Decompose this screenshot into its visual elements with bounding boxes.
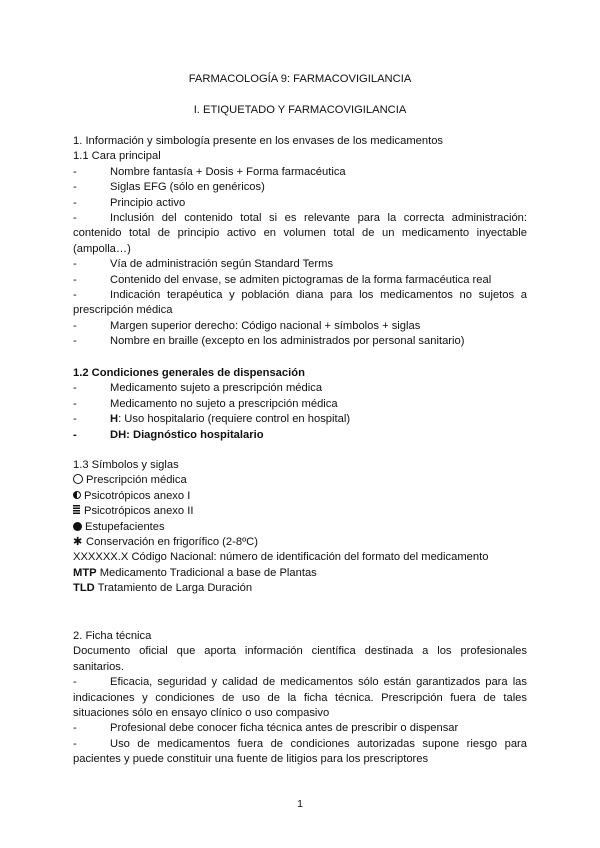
- list-item: - DH: Diagnóstico hospitalario: [73, 428, 264, 441]
- list-item: - Medicamento sujeto a prescripción médica: [73, 382, 323, 395]
- symbol-row: ✱ Conservación en frigorífico (2-8ºC): [73, 535, 527, 550]
- section-1-1-heading: 1.1 Cara principal: [73, 150, 161, 163]
- section-2-intro: Documento oficial que aporta información científica destinada a los profesionales sanitarios.: [73, 645, 527, 673]
- list-item: - Inclusión del contenido total si es relevante para la correcta administración: contenido total de principio activo en volumen total de un medicamento inyectable (ampolla…): [73, 212, 527, 255]
- list-item: - Contenido del envase, se admiten pictogramas de la forma farmacéutica real: [73, 273, 492, 286]
- code-row: XXXXXX.X Código Nacional: número de identificación del formato del medicamento: [73, 551, 489, 564]
- filled-circle-icon: [73, 522, 82, 531]
- list-item: - Profesional debe conocer ficha técnica antes de prescribir o dispensar: [73, 722, 459, 735]
- code-row: MTP Medicamento Tradicional a base de Plantas: [73, 566, 317, 579]
- section-2: [73, 629, 527, 768]
- section-1-3-heading: 1.3 Símbolos y siglas: [73, 459, 179, 471]
- section-1-heading: 1. Información y simbología presente en los envases de los medicamentos: [73, 135, 444, 147]
- symbol-row: Psicotrópicos anexo I: [73, 489, 527, 504]
- list-item: - Nombre fantasía + Dosis + Forma farmacéutica: [73, 165, 346, 178]
- list-item: - Medicamento no sujeto a prescripción médica: [73, 397, 338, 410]
- code-row: TLD Tratamiento de Larga Duración: [73, 582, 253, 595]
- list-item: - Uso de medicamentos fuera de condiciones autorizadas supone riesgo para pacientes y puede constituir una fuente de litigios para los prescriptores: [73, 737, 527, 766]
- list-item: - Vía de administración según Standard Terms: [73, 258, 334, 271]
- document-subtitle: I. ETIQUETADO Y FARMACOVIGILANCIA: [193, 104, 407, 116]
- list-item: - H: Uso hospitalario (requiere control en hospital): [73, 413, 351, 426]
- list-item: - Eficacia, seguridad y calidad de medicamentos sólo están garantizados para las indicaciones y condiciones de uso de la ficha técnica. Prescripción fuera de tales situaciones sólo en ensayo clínico o uso compasivo: [73, 676, 527, 720]
- document-title: FARMACOLOGÍA 9: FARMACOVIGILANCIA: [188, 73, 412, 85]
- symbol-row: Psicotrópicos anexo II: [73, 504, 527, 519]
- section-1-2: [73, 366, 527, 443]
- section-1-3: [73, 458, 527, 597]
- section-1-2-heading: 1.2 Condiciones generales de dispensación: [73, 367, 305, 379]
- section-1: [73, 134, 527, 350]
- page-number: 1: [297, 798, 303, 810]
- half-circle-icon: [73, 491, 81, 499]
- list-item: - Indicación terapéutica y población diana para los medicamentos no sujetos a prescripción médica: [73, 289, 527, 317]
- circle-outline-icon: [73, 474, 83, 484]
- list-item: - Siglas EFG (sólo en genéricos): [73, 181, 265, 194]
- section-2-heading: 2. Ficha técnica: [73, 630, 152, 642]
- list-item: - Nombre en braille (excepto en los administrados por personal sanitario): [73, 335, 465, 348]
- striped-bar-icon: [73, 505, 80, 515]
- list-item: - Margen superior derecho: Código nacional + símbolos + siglas: [73, 319, 421, 332]
- asterisk-icon: ✱: [73, 536, 83, 549]
- symbol-row: Prescripción médica: [73, 473, 527, 488]
- symbol-row: Estupefacientes: [73, 520, 527, 535]
- list-item: - Principio activo: [73, 196, 186, 209]
